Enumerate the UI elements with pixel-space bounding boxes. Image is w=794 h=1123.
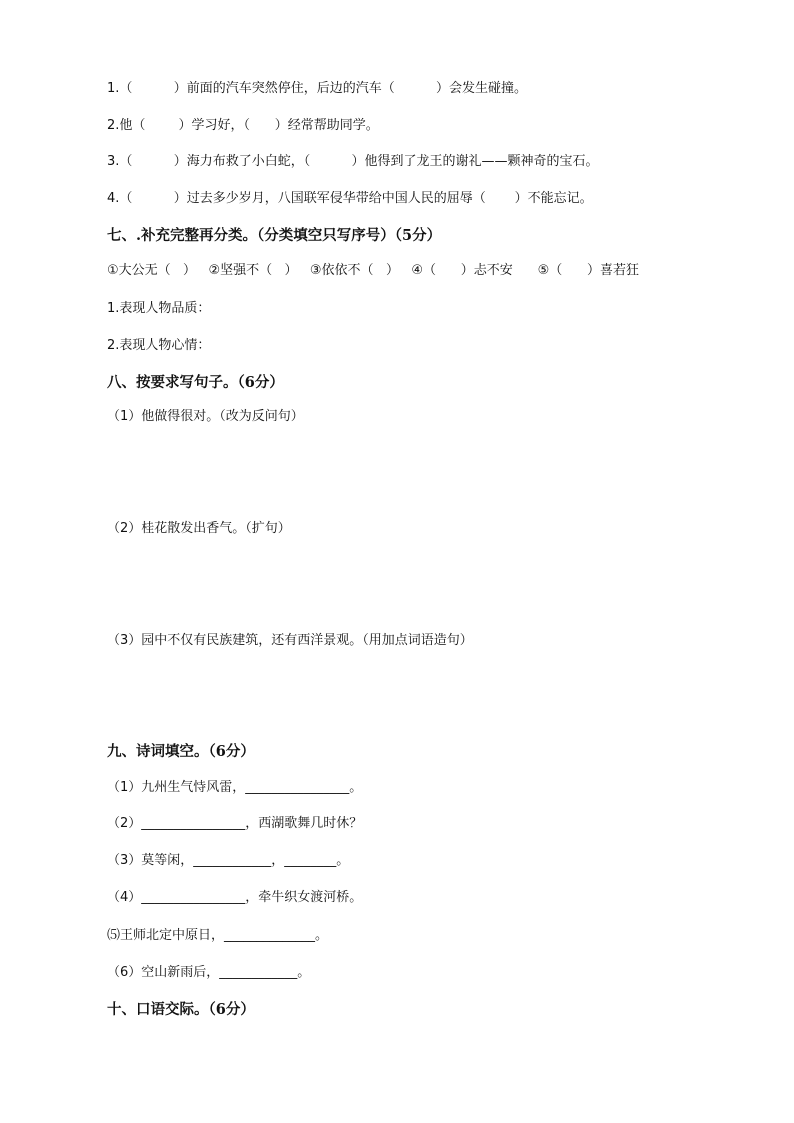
classify-quality-question: 1.表现人物品质：	[107, 301, 211, 316]
poem-item-4: （4）________________，牵牛织女渡河桥。	[107, 890, 363, 905]
fill-in-item-3: 3.（ ）海力布救了小白蛇，（ ）他得到了龙王的谢礼——颗神奇的宝石。	[107, 154, 599, 169]
section-7-heading: 七、.补充完整再分类。（分类填空只写序号）（5分）	[107, 227, 442, 244]
fill-in-item-2: 2.他（ ）学习好，（ ）经常帮助同学。	[107, 118, 379, 133]
section-9-heading: 九、诗词填空。（6分）	[107, 743, 255, 760]
poem-item-6: （6）空山新雨后，____________。	[107, 965, 311, 980]
sentence-question-2: （2）桂花散发出香气。（扩句）	[107, 521, 291, 536]
fill-in-item-1: 1.（ ）前面的汽车突然停住，后边的汽车（ ）会发生碰撞。	[107, 81, 528, 96]
sentence-question-1: （1）他做得很对。（改为反问句）	[107, 409, 304, 424]
fill-in-item-4: 4.（ ）过去多少岁月，八国联军侵华带给中国人民的屈辱（ ）不能忘记。	[107, 191, 593, 206]
section-10-heading: 十、口语交际。（6分）	[107, 1001, 255, 1018]
classify-mood-question: 2.表现人物心情：	[107, 338, 211, 353]
idiom-options: ①大公无（ ） ②坚强不（ ） ③依依不（ ） ④（ ）忐不安 ⑤（ ）喜若狂	[107, 263, 640, 278]
poem-item-5: ⑸王师北定中原日，______________。	[107, 928, 329, 943]
poem-item-2: （2）________________，西湖歌舞几时休？	[107, 816, 363, 831]
poem-item-1: （1）九州生气恃风雷，________________。	[107, 780, 363, 795]
section-8-heading: 八、按要求写句子。（6分）	[107, 374, 284, 391]
sentence-question-3: （3）园中不仅有民族建筑，还有西洋景观。（用加点词语造句）	[107, 633, 473, 648]
poem-item-3: （3）莫等闲，____________，________。	[107, 853, 350, 868]
